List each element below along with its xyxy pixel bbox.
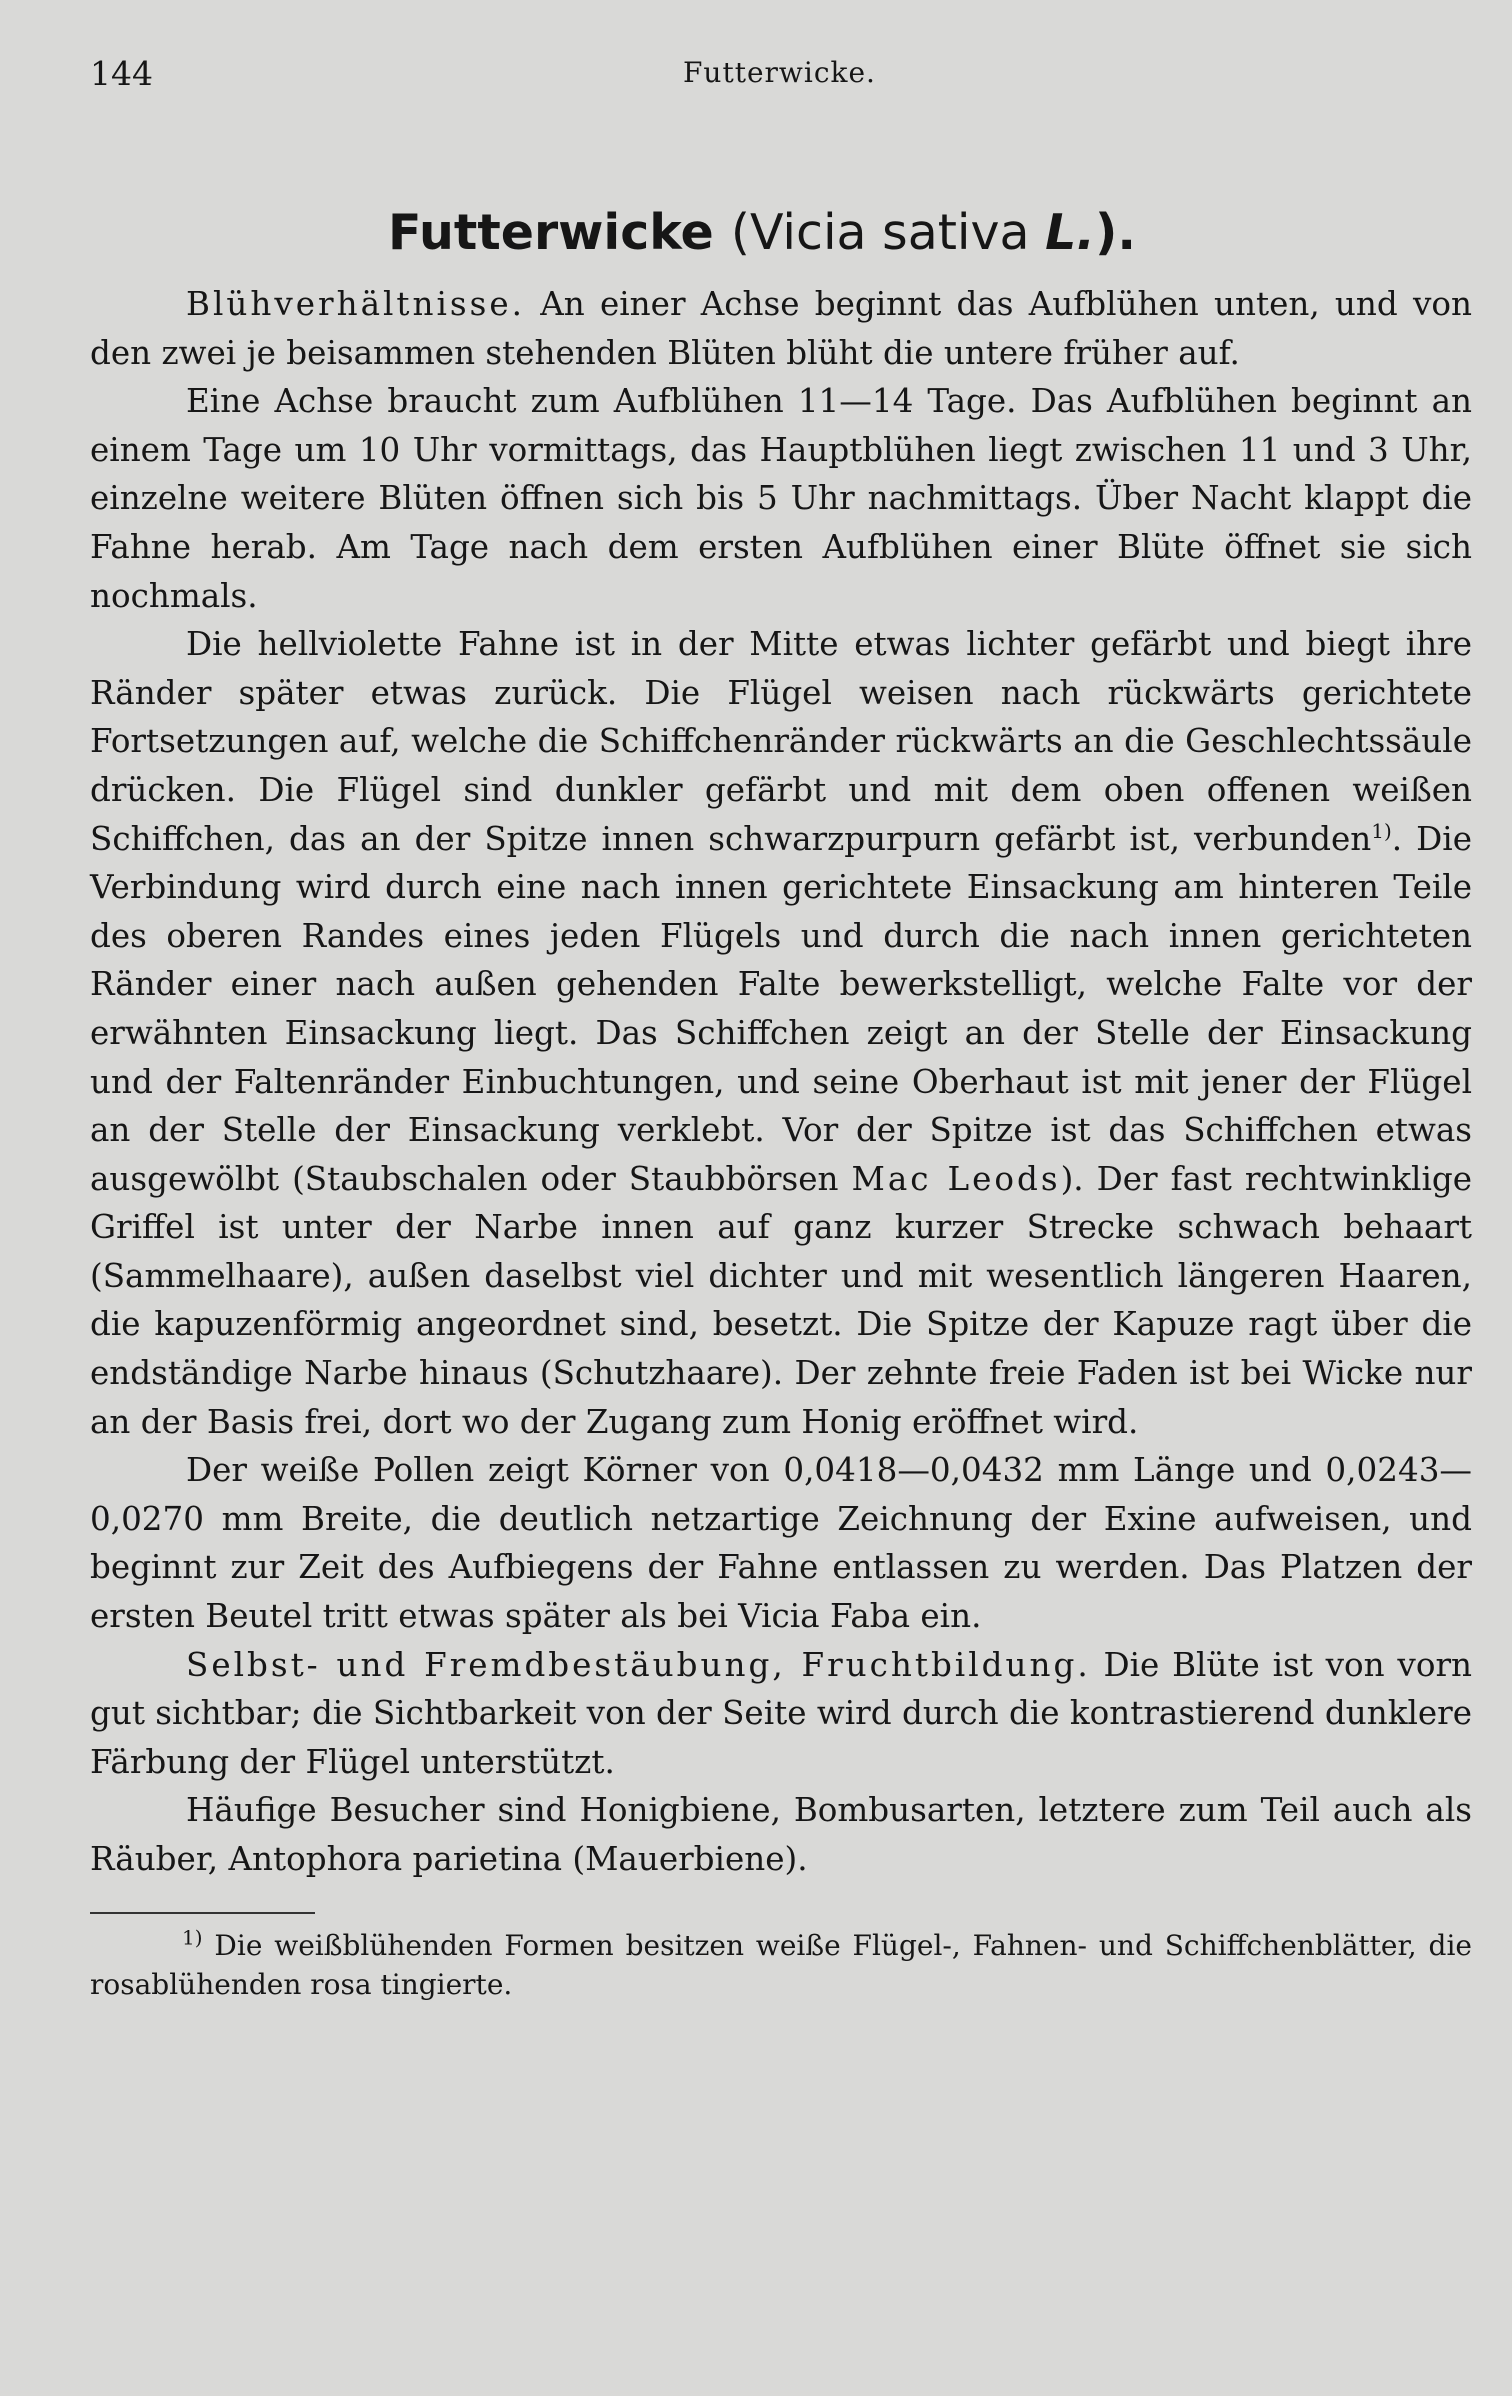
article-body [90,280,1472,1884]
paragraph-text: An einer Achse beginnt das Aufblühen unten, und von den zwei je beisammen stehenden Blüten blüht die untere früher auf. [90,285,1472,372]
paragraph-pollen: Der weiße Pollen zeigt Körner von 0,0418—0,0432 mm Länge und 0,0243—0,0270 mm Breite, die deutlich netzartige Zeichnung der Exine aufweisen, und beginnt zur Zeit des Aufbiegens der Fahne entlassen zu werden. Das Platzen der ersten Beutel tritt etwas später als bei Vicia Faba ein. [90,1451,1472,1636]
footnote-marker: 1) [182,1925,203,1950]
footnote [90,1926,1472,2004]
author-name: Mac Leods [851,1159,1061,1198]
paragraph-text: Die hellviolette Fahne ist in der Mitte etwas lichter gefärbt und biegt ihre Ränder später etwas zurück. Die Flügel weisen nach rückwärts gerichtete Fortsetzungen auf, welche die Schiffchenränder rückwärts an die Geschlechtssäule drücken. Die Flügel sind dunkler gefärbt und mit dem oben offenen weißen Schiffchen, das an der Spitze innen schwarzpurpurn gefärbt ist, verbunden [90,625,1472,858]
footnote-divider [90,1912,315,1914]
section-label-bestaubung: Selbst- und Fremdbestäubung, Fruchtbildung. [186,1645,1091,1684]
article-title [90,206,1472,260]
title-main: Futterwicke [387,204,714,261]
running-head [90,54,1472,114]
footnote-reference[interactable]: 1) [1371,818,1392,843]
paragraph-text: . Die Verbindung wird durch eine nach innen gerichtete Einsackung am hinteren Teile des oberen Randes eines jeden Flügels und durch die nach innen gerichteten Ränder einer nach außen gehenden Falte bewerkstelligt, welche Falte vor der erwähnten Einsackung liegt. Das Schiffchen zeigt an der Stelle der Einsackung und der Faltenränder Einbuchtungen, und seine Oberhaut ist mit jener der Flügel an der Stelle der Einsackung verklebt. Vor der Spitze ist das Schiffchen etwas ausgewölbt (Staubschalen oder Staubbörsen [90,819,1472,1198]
paragraph-text: Die Blüte ist von vorn gut sichtbar; die Sichtbarkeit von der Seite wird durch die kontrastierend dunklere Färbung der Flügel unterstützt. [90,1645,1472,1781]
title-close: ). [1095,204,1137,261]
page-number: 144 [90,54,153,93]
title-author: L. [1045,204,1095,261]
paragraph-fahne [90,620,1472,1446]
paragraph-bestaubung [90,1641,1472,1787]
paragraph-bluhverhaltnisse [90,280,1472,377]
paragraph-text: ). Der fast rechtwinklige Griffel ist unter der Narbe innen auf ganz kurzer Strecke schwach behaart (Sammelhaare), außen daselbst viel dichter und mit wesentlich längeren Haaren, die kapuzenförmig angeordnet sind, besetzt. Die Spitze der Kapuze ragt über die endständige Narbe hinaus (Schutzhaare). Der zehnte freie Faden ist bei Wicke nur an der Basis frei, dort wo der Zugang zum Honig eröffnet wird. [90,1159,1473,1441]
paragraph-achse: Eine Achse braucht zum Aufblühen 11—14 Tage. Das Aufblühen beginnt an einem Tage um 10 Uhr vormittags, das Hauptblühen liegt zwischen 11 und 3 Uhr, einzelne weitere Blüten öffnen sich bis 5 Uhr nachmittags. Über Nacht klappt die Fahne herab. Am Tage nach dem ersten Aufblühen einer Blüte öffnet sie sich nochmals. [90,382,1472,615]
footnote-text: Die weißblühenden Formen besitzen weiße Flügel-, Fahnen- und Schiffchenblätter, die rosablühenden rosa tingierte. [90,1928,1472,2001]
section-label-bluhverhaltnisse: Blühverhältnisse. [186,285,525,323]
paragraph-besucher: Häufige Besucher sind Honigbiene, Bombusarten, letztere zum Teil auch als Räuber, Antophora parietina (Mauerbiene). [90,1791,1472,1878]
running-title: Futterwicke. [683,56,876,89]
title-species: (Vicia sativa [730,204,1046,261]
